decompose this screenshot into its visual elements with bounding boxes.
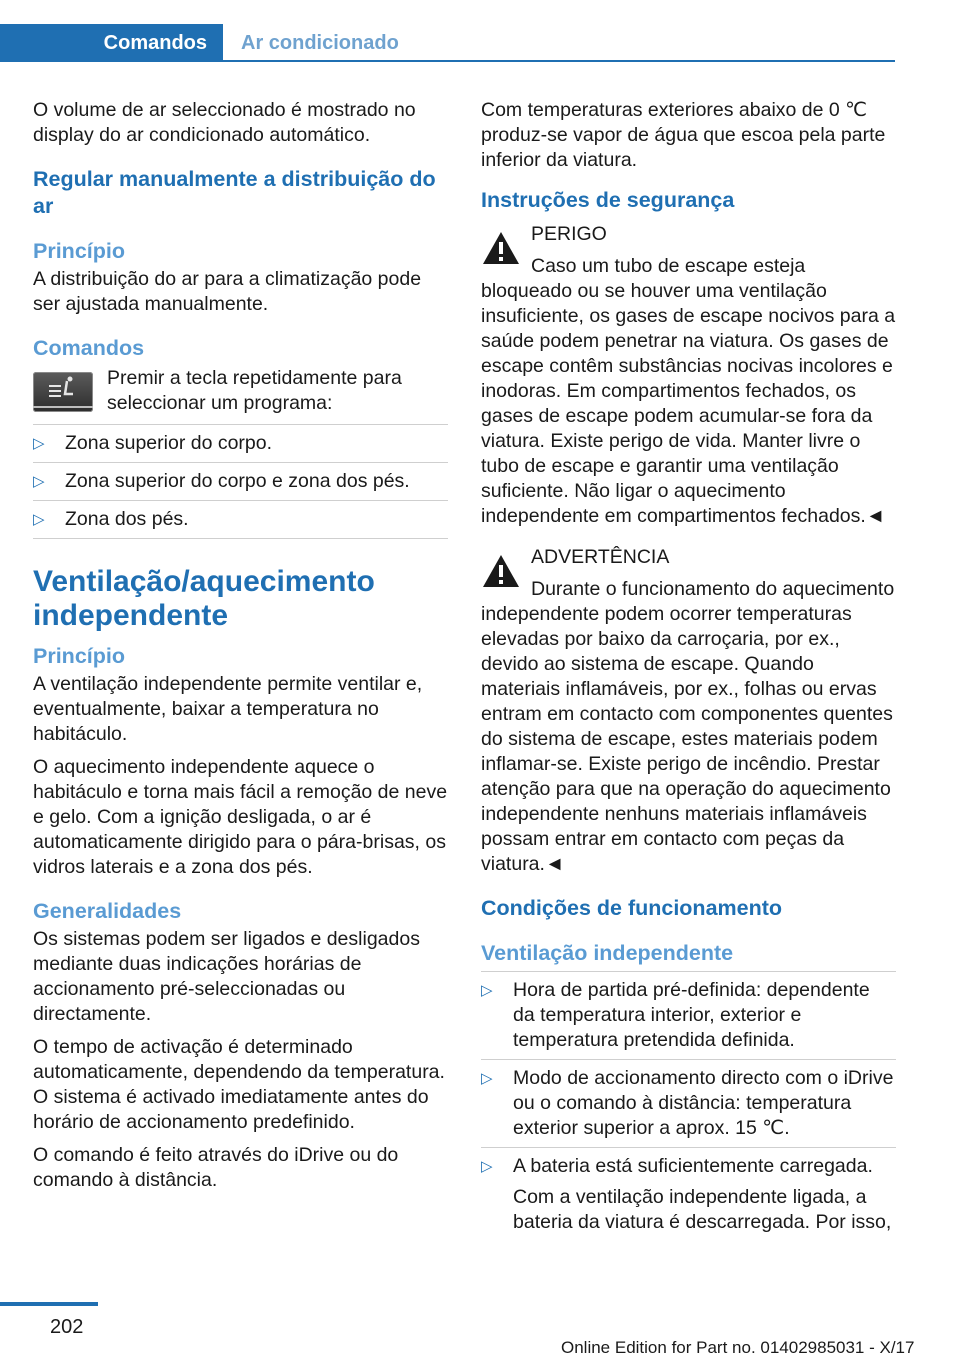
section-tab-comandos: Comandos bbox=[0, 24, 223, 62]
control-description bbox=[33, 366, 448, 416]
list-item: ▷ Zona superior do corpo e zona dos pés. bbox=[33, 463, 448, 501]
heading-manual-distribution: Regular manualmente a distribuição do ar bbox=[33, 167, 436, 218]
footer-divider bbox=[0, 1302, 98, 1306]
heading-conditions: Condições de funcionamento bbox=[481, 896, 783, 920]
warning-triangle-icon bbox=[481, 230, 521, 266]
left-column bbox=[33, 98, 448, 1201]
list-item: ▷ Zona superior do corpo. bbox=[33, 425, 448, 463]
section-tab-ar-condicionado: Ar condicionado bbox=[241, 31, 399, 54]
right-column bbox=[481, 98, 896, 1241]
danger-text: Caso um tubo de escape esteja bloqueado ou se houver uma ventilação insuficiente, os gases de escape nocivos para a saúde podem penetrar na viatura. Os gases de escape contêm substâncias nocivas incolores e inodoras. Em compartimentos fechados, os gases de escape podem acumular-se fora da viatura. Existe perigo de vida. Manter livre o tubo de escape e garantir uma ventilação suficiente. Não ligar o aquecimento independente em compartimentos fechados.◄ bbox=[481, 255, 896, 527]
triangle-right-icon: ▷ bbox=[33, 435, 45, 452]
list-subtext: Com a ventilação independente ligada, a bateria da viatura é descarregada. Por isso, bbox=[513, 1186, 892, 1233]
general-paragraph-1: Os sistemas podem ser ligados e desligados mediante duas indicações horárias de accionamento pré-seleccionadas ou directamente. bbox=[33, 928, 420, 1025]
triangle-right-icon: ▷ bbox=[481, 982, 493, 999]
edition-note: Online Edition for Part no. 01402985031 - X/17 bbox=[561, 1338, 915, 1357]
heading-ventilacao-independente: Ventilação independente bbox=[481, 941, 734, 965]
heading-principio-2: Princípio bbox=[33, 644, 125, 668]
program-list bbox=[33, 424, 448, 539]
triangle-right-icon: ▷ bbox=[33, 511, 45, 528]
list-item: ▷ Modo de accionamento directo com o iDrive ou o comando à distância: temperatura exterior superior a aprox. 15 ℃. bbox=[481, 1060, 896, 1148]
intro-paragraph: O volume de ar seleccionado é mostrado no display do ar condicionado automático. bbox=[33, 99, 416, 146]
page-header bbox=[0, 0, 960, 64]
page-number: 202 bbox=[50, 1316, 84, 1338]
header-divider bbox=[223, 60, 895, 62]
heading-comandos: Comandos bbox=[33, 336, 145, 360]
warning-title: ADVERTÊNCIA bbox=[531, 546, 670, 568]
warning-text: Durante o funcionamento do aquecimento independente podem ocorrer temperaturas elevadas por baixo da carroçaria, por ex., devido ao sistema de escape. Quando materiais inflamáveis, por ex., folhas ou ervas entram em contacto com componentes quentes do sistema de escape, estes materiais podem inflamar-se. Existe perigo de incêndio. Prestar atenção para que na operação do aquecimento independente nenhuns materiais inflamáveis possam entrar em contacto com peças da viatura.◄ bbox=[481, 578, 895, 875]
warning-triangle-icon bbox=[481, 553, 521, 589]
list-item: ▷ Hora de partida pré-definida: dependente da temperatura interior, exterior e temperatura pretendida definida. bbox=[481, 972, 896, 1060]
principio-paragraph: A distribuição do ar para a climatização pode ser ajustada manualmente. bbox=[33, 268, 422, 315]
danger-title: PERIGO bbox=[531, 223, 607, 245]
vent-paragraph-1: A ventilação independente permite ventilar e, eventualmente, baixar a temperatura no habitáculo. bbox=[33, 673, 423, 745]
heading-ventilacao: Ventilação/aquecimento independente bbox=[33, 565, 375, 632]
heading-principio: Princípio bbox=[33, 239, 125, 263]
list-item: ▷ A bateria está suficientemente carregada. Com a ventilação independente ligada, a bateria da viatura é descarregada. Por isso, bbox=[481, 1148, 896, 1241]
general-paragraph-3: O comando é feito através do iDrive ou do comando à distância. bbox=[33, 1144, 399, 1191]
general-paragraph-2: O tempo de activação é determinado automaticamente, dependendo da temperatura. O sistema é activado imediatamente antes do horário de accionamento predefinido. bbox=[33, 1036, 445, 1133]
air-distribution-button-icon bbox=[33, 372, 93, 412]
temperature-paragraph: Com temperaturas exteriores abaixo de 0 ℃ produz-se vapor de água que escoa pela parte inferior da viatura. bbox=[481, 99, 886, 171]
control-text: Premir a tecla repetidamente para seleccionar um programa: bbox=[107, 367, 402, 414]
triangle-right-icon: ▷ bbox=[33, 473, 45, 490]
list-item: ▷ Zona dos pés. bbox=[33, 501, 448, 539]
triangle-right-icon: ▷ bbox=[481, 1158, 493, 1175]
vent-paragraph-2: O aquecimento independente aquece o habitáculo e torna mais fácil a remoção de neve e gelo. Com a ignição desligada, o ar é automaticamente dirigido para o pára-brisas, os vidros laterais e a zona dos pés. bbox=[33, 756, 448, 878]
heading-generalidades: Generalidades bbox=[33, 899, 182, 923]
conditions-list bbox=[481, 971, 896, 1241]
triangle-right-icon: ▷ bbox=[481, 1070, 493, 1087]
heading-safety: Instruções de segurança bbox=[481, 188, 735, 212]
